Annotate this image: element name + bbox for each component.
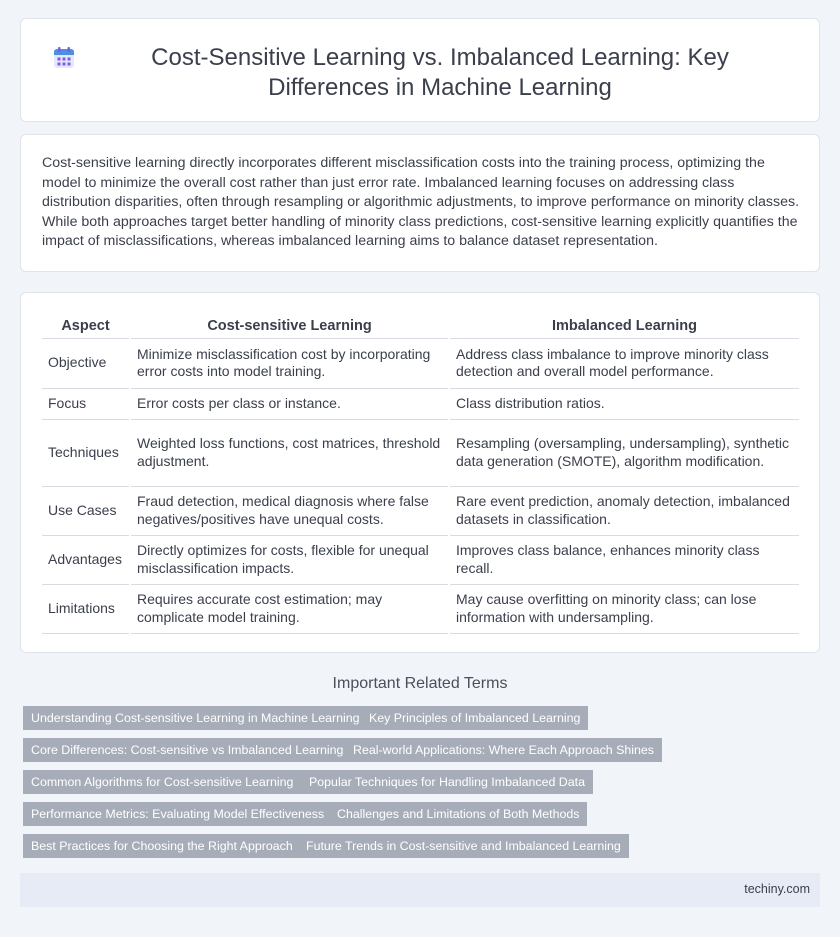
row-aspect: Advantages [42,535,130,584]
related-term-link[interactable]: Performance Metrics: Evaluating Model Effectiveness [23,802,332,826]
related-term-link[interactable]: Best Practices for Choosing the Right Approach [23,834,301,858]
row-aspect: Objective [42,338,130,388]
table-row [42,388,799,419]
related-term-link[interactable]: Key Principles of Imbalanced Learning [361,706,588,730]
footer [20,873,820,907]
related-term-link[interactable]: Challenges and Limitations of Both Methods [329,802,587,826]
header-aspect: Aspect [42,315,130,338]
table-row [42,584,799,633]
row-imbalanced: Address class imbalance to improve minority class detection and overall model performance. [449,338,799,388]
header-imbalanced: Imbalanced Learning [449,315,799,338]
row-cost-sensitive: Minimize misclassification cost by incorporating error costs into model training. [130,338,449,388]
row-cost-sensitive: Requires accurate cost estimation; may complicate model training. [130,584,449,633]
row-imbalanced: Rare event prediction, anomaly detection, imbalanced datasets in classification. [449,486,799,535]
row-imbalanced: Class distribution ratios. [449,388,799,419]
row-cost-sensitive: Error costs per class or instance. [130,388,449,419]
row-imbalanced: Resampling (oversampling, undersampling), synthetic data generation (SMOTE), algorithm modification. [449,419,799,486]
related-term-link[interactable]: Common Algorithms for Cost-sensitive Learning [23,770,301,794]
intro-card [20,134,820,272]
page-title: Cost-Sensitive Learning vs. Imbalanced Learning: Key Differences in Machine Learning [151,44,729,101]
related-term-link[interactable]: Core Differences: Cost-sensitive vs Imbalanced Learning [23,738,351,762]
comparison-table-card [20,292,820,653]
related-term-link[interactable]: Future Trends in Cost-sensitive and Imbalanced Learning [298,834,629,858]
row-aspect: Limitations [42,584,130,633]
comparison-table [42,315,799,634]
row-imbalanced: May cause overfitting on minority class; can lose information with undersampling. [449,584,799,633]
intro-paragraph: Cost-sensitive learning directly incorporates different misclassification costs into the training process, optimizing the model to minimize the overall cost rather than just error rate. Imbalanced learning focuses on addressing class distribution disparities, often through resampling or algorithmic adjustments, to improve performance on minority classes. While both approaches target better handling of minority class predictions, cost-sensitive learning explicitly quantifies the impact of misclassifications, whereas imbalanced learning aims to balance dataset representation. [42,155,800,250]
footer-site-link[interactable]: techiny.com [744,882,810,896]
header-cost-sensitive: Cost-sensitive Learning [130,315,449,338]
row-cost-sensitive: Fraud detection, medical diagnosis where false negatives/positives have unequal costs. [130,486,449,535]
table-header-row [42,315,799,338]
header-card [20,18,820,122]
table-row [42,535,799,584]
table-row [42,338,799,388]
row-aspect: Techniques [42,419,130,486]
table-row [42,419,799,486]
related-term-link[interactable]: Popular Techniques for Handling Imbalanced Data [301,770,593,794]
related-term-link[interactable]: Understanding Cost-sensitive Learning in Machine Learning [23,706,368,730]
row-cost-sensitive: Directly optimizes for costs, flexible for unequal misclassification impacts. [130,535,449,584]
row-cost-sensitive: Weighted loss functions, cost matrices, threshold adjustment. [130,419,449,486]
row-aspect: Focus [42,388,130,419]
table-row [42,486,799,535]
related-term-link[interactable]: Real-world Applications: Where Each Approach Shines [345,738,662,762]
row-aspect: Use Cases [42,486,130,535]
related-terms-title: Important Related Terms [332,675,508,692]
row-imbalanced: Improves class balance, enhances minority class recall. [449,535,799,584]
